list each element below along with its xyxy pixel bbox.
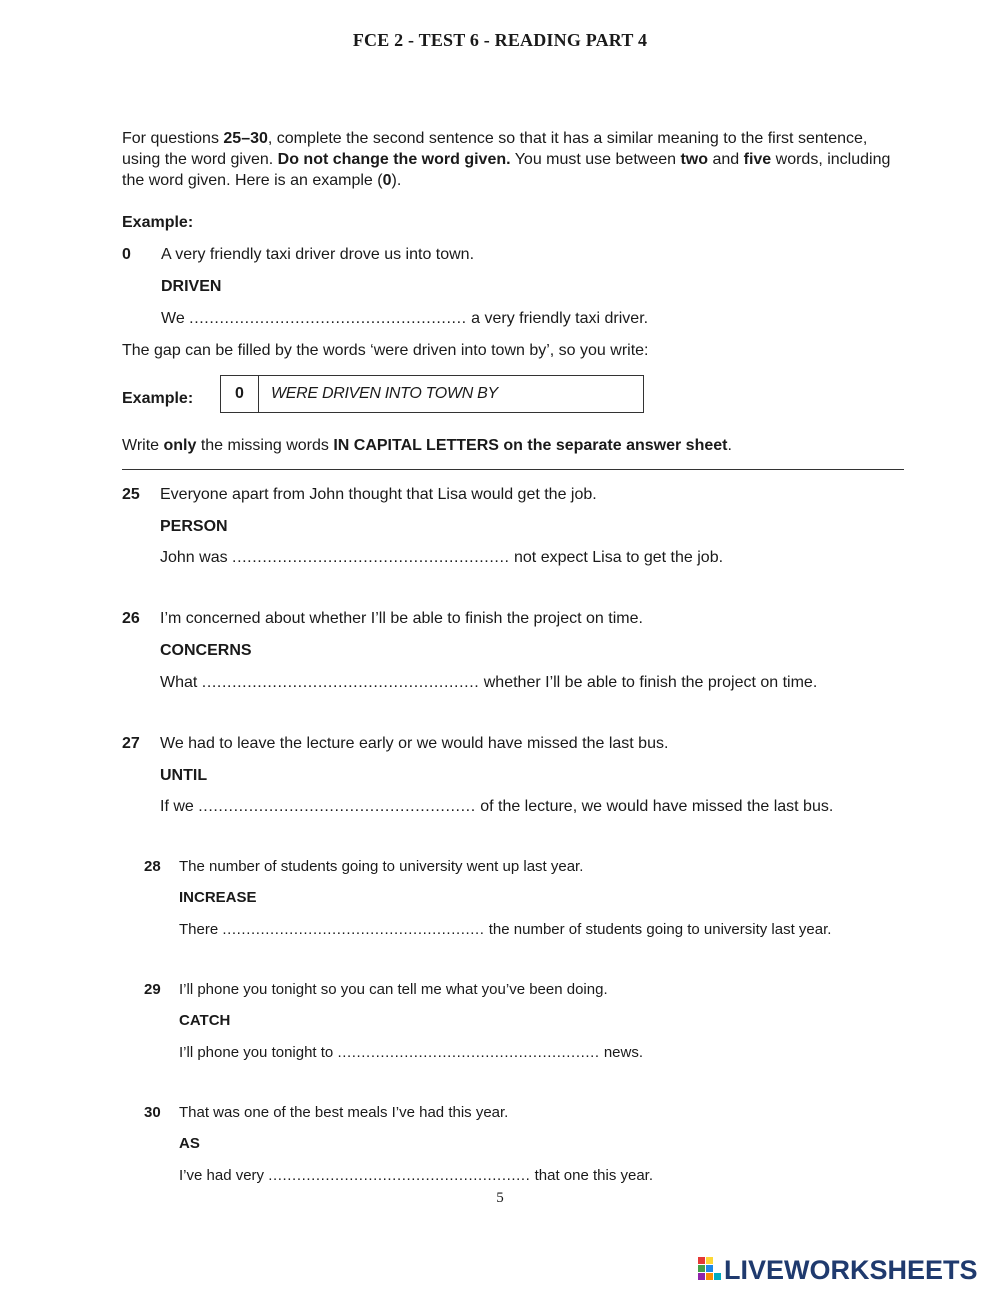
- instructions: For questions 25–30, complete the second sentence so that it has a similar meaning to the first sentence, using the word given. Do not change the word given. You must use between two and five words, including the word given. Here is an example (0).: [122, 130, 891, 189]
- gap-before: What: [160, 674, 198, 691]
- divider: [122, 469, 904, 470]
- question-number: 29: [144, 981, 161, 998]
- answer-gap[interactable]: .......................................................: [268, 1167, 531, 1184]
- gap-before: I’ve had very: [179, 1167, 265, 1184]
- answer-gap[interactable]: .......................................................: [198, 798, 476, 815]
- gap-after: that one this year.: [534, 1167, 654, 1184]
- question-keyword: PERSON: [160, 518, 228, 535]
- example-box-number: 0: [221, 376, 259, 412]
- page-number: 5: [496, 1190, 504, 1206]
- liveworksheets-logo[interactable]: [698, 1255, 978, 1285]
- question-keyword: CATCH: [179, 1012, 231, 1029]
- question-gap-line: [160, 797, 833, 817]
- question-keyword: AS: [179, 1135, 200, 1152]
- question-sentence: Everyone apart from John thought that Lisa would get the job.: [160, 486, 597, 503]
- gap-after: the number of students going to university last year.: [488, 921, 832, 938]
- answer-gap[interactable]: .......................................................: [222, 921, 485, 938]
- question-gap-line: [179, 1166, 653, 1186]
- example-box-answer: WERE DRIVEN INTO TOWN BY: [271, 385, 498, 402]
- example-gap-line: [161, 309, 648, 329]
- gap-before: If we: [160, 798, 194, 815]
- answer-gap[interactable]: .......................................................: [201, 674, 480, 691]
- question-sentence: I’m concerned about whether I’ll be able to finish the project on time.: [160, 610, 643, 627]
- gap-after: news.: [603, 1044, 644, 1061]
- example-before: We: [161, 310, 185, 327]
- example-box-label: Example:: [122, 390, 194, 407]
- gap-after: whether I’ll be able to finish the project on time.: [483, 674, 818, 691]
- question-sentence: That was one of the best meals I’ve had this year.: [179, 1104, 509, 1121]
- example-sentence: A very friendly taxi driver drove us into town.: [161, 246, 475, 263]
- answer-gap[interactable]: .......................................................: [337, 1044, 600, 1061]
- question-keyword: CONCERNS: [160, 642, 252, 659]
- gap-before: There: [179, 921, 219, 938]
- example-after: a very friendly taxi driver.: [471, 310, 649, 327]
- logo-text: LIVEWORKSHEETS: [724, 1255, 978, 1285]
- gap-before: I’ll phone you tonight to: [179, 1044, 334, 1061]
- example-number: 0: [122, 246, 131, 263]
- write-note: Write only the missing words IN CAPITAL LETTERS on the separate answer sheet.: [122, 437, 732, 454]
- example-gap: .......................................................: [189, 310, 467, 327]
- example-keyword: DRIVEN: [161, 278, 222, 295]
- question-gap-line: [179, 920, 831, 940]
- question-sentence: We had to leave the lecture early or we would have missed the last bus.: [160, 735, 669, 752]
- gap-after: of the lecture, we would have missed the last bus.: [480, 798, 834, 815]
- question-number: 25: [122, 486, 140, 503]
- question-sentence: I’ll phone you tonight so you can tell me what you’ve been doing.: [179, 981, 608, 998]
- example-answer-box: [220, 375, 644, 413]
- question-keyword: UNTIL: [160, 767, 208, 784]
- gap-after: not expect Lisa to get the job.: [514, 549, 724, 566]
- answer-gap[interactable]: .......................................................: [232, 549, 510, 566]
- question-number: 26: [122, 610, 140, 627]
- question-number: 28: [144, 858, 161, 875]
- question-sentence: The number of students going to university went up last year.: [179, 858, 584, 875]
- page-title: FCE 2 - TEST 6 - READING PART 4: [352, 30, 648, 50]
- question-number: 30: [144, 1104, 161, 1121]
- question-keyword: INCREASE: [179, 889, 257, 906]
- question-gap-line: [179, 1043, 643, 1063]
- liveworksheets-logo-icon: [698, 1257, 722, 1283]
- example-heading: Example:: [122, 214, 194, 231]
- gap-before: John was: [160, 549, 228, 566]
- question-gap-line: [160, 673, 817, 693]
- question-number: 27: [122, 735, 140, 752]
- question-gap-line: [160, 548, 723, 568]
- example-explanation: The gap can be filled by the words ‘were driven into town by’, so you write:: [122, 342, 649, 359]
